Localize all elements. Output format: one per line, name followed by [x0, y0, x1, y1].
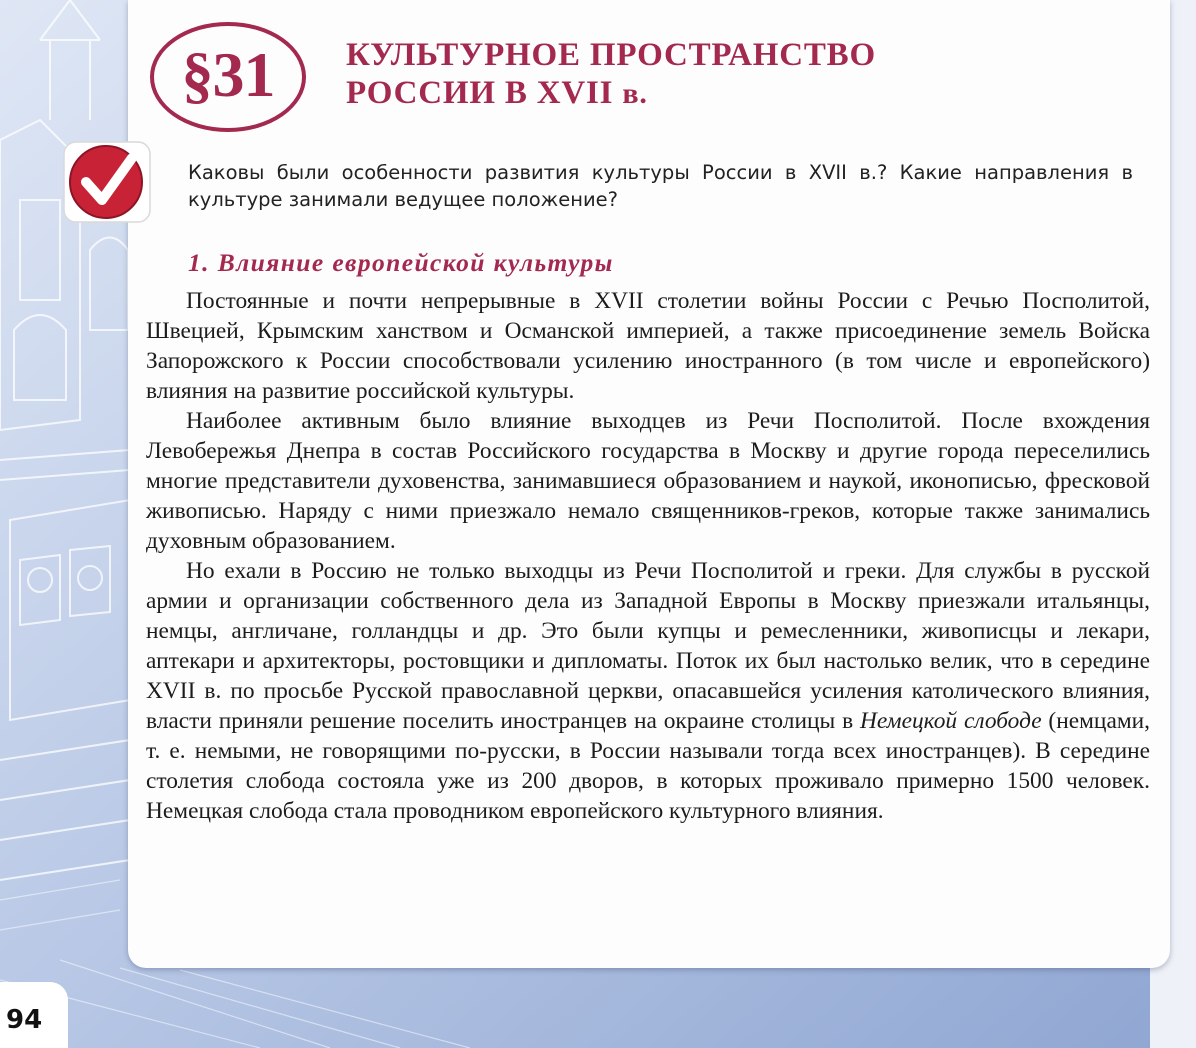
page-number: 94: [6, 1005, 43, 1035]
checkmark-icon: [62, 138, 154, 226]
chapter-title-line-1: КУЛЬТУРНОЕ ПРОСТРАНСТВО: [346, 37, 876, 73]
chapter-title-line-2: РОССИИ В XVII в.: [346, 75, 648, 111]
term-nemetskaya-sloboda: Немецкой слободе: [859, 708, 1042, 734]
lesson-questions: Каковы были особенности развития культуры России в XVII в.? Какие направления в культуре занимали ведущее положение?: [188, 161, 1133, 211]
body-text: [146, 286, 1150, 826]
section-badge: [150, 22, 306, 132]
chapter-title: [346, 36, 876, 113]
paragraph-2: Наиболее активным было влияние выходцев из Речи Посполитой. После вхождения Левобережья Днепра в состав Российского государства в Москву и другие города переселились многие представители духовенства, занимавшиеся образованием и наукой, иконописью, фресковой живописью. Наряду с ними приезжало немало священников-греков, которые также занимались духовным образованием.: [146, 408, 1150, 554]
paragraph-3: Но ехали в Россию не только выходцы из Речи Посполитой и греки. Для службы в русской армии и организации собственного дела из Западной Европы в Москву приезжали итальянцы, немцы, англичане, голландцы и др. Это были купцы и ремесленники, живописцы и лекари, аптекари и архитекторы, ростовщики и дипломаты. Поток их был настолько велик, что в середине XVII в. по просьбе Русской православной церкви, опасавшейся усиления католического влияния, власти приняли решение поселить иностранцев на окраине столицы в Немецкой слободе (немцами, т. е. немыми, не говорящими по-русски, в России называли тогда всех иностранцев). В середине столетия слобода состояла уже из 200 дворов, в которых проживало примерно 1500 человек. Немецкая слобода стала проводником европейского культурного влияния.: [146, 558, 1150, 824]
paragraph-1: Постоянные и почти непрерывные в XVII столетии войны России с Речью Посполитой, Швецией, Крымским ханством и Османской империей, а также присоединение земель Войска Запорожского к России способствовали усилению иностранного (в том числе и европейского) влияния на развитие российской культуры.: [146, 288, 1150, 404]
subsection-title: 1. Влияние европейской культуры: [188, 248, 614, 277]
section-number: §31: [181, 39, 275, 110]
